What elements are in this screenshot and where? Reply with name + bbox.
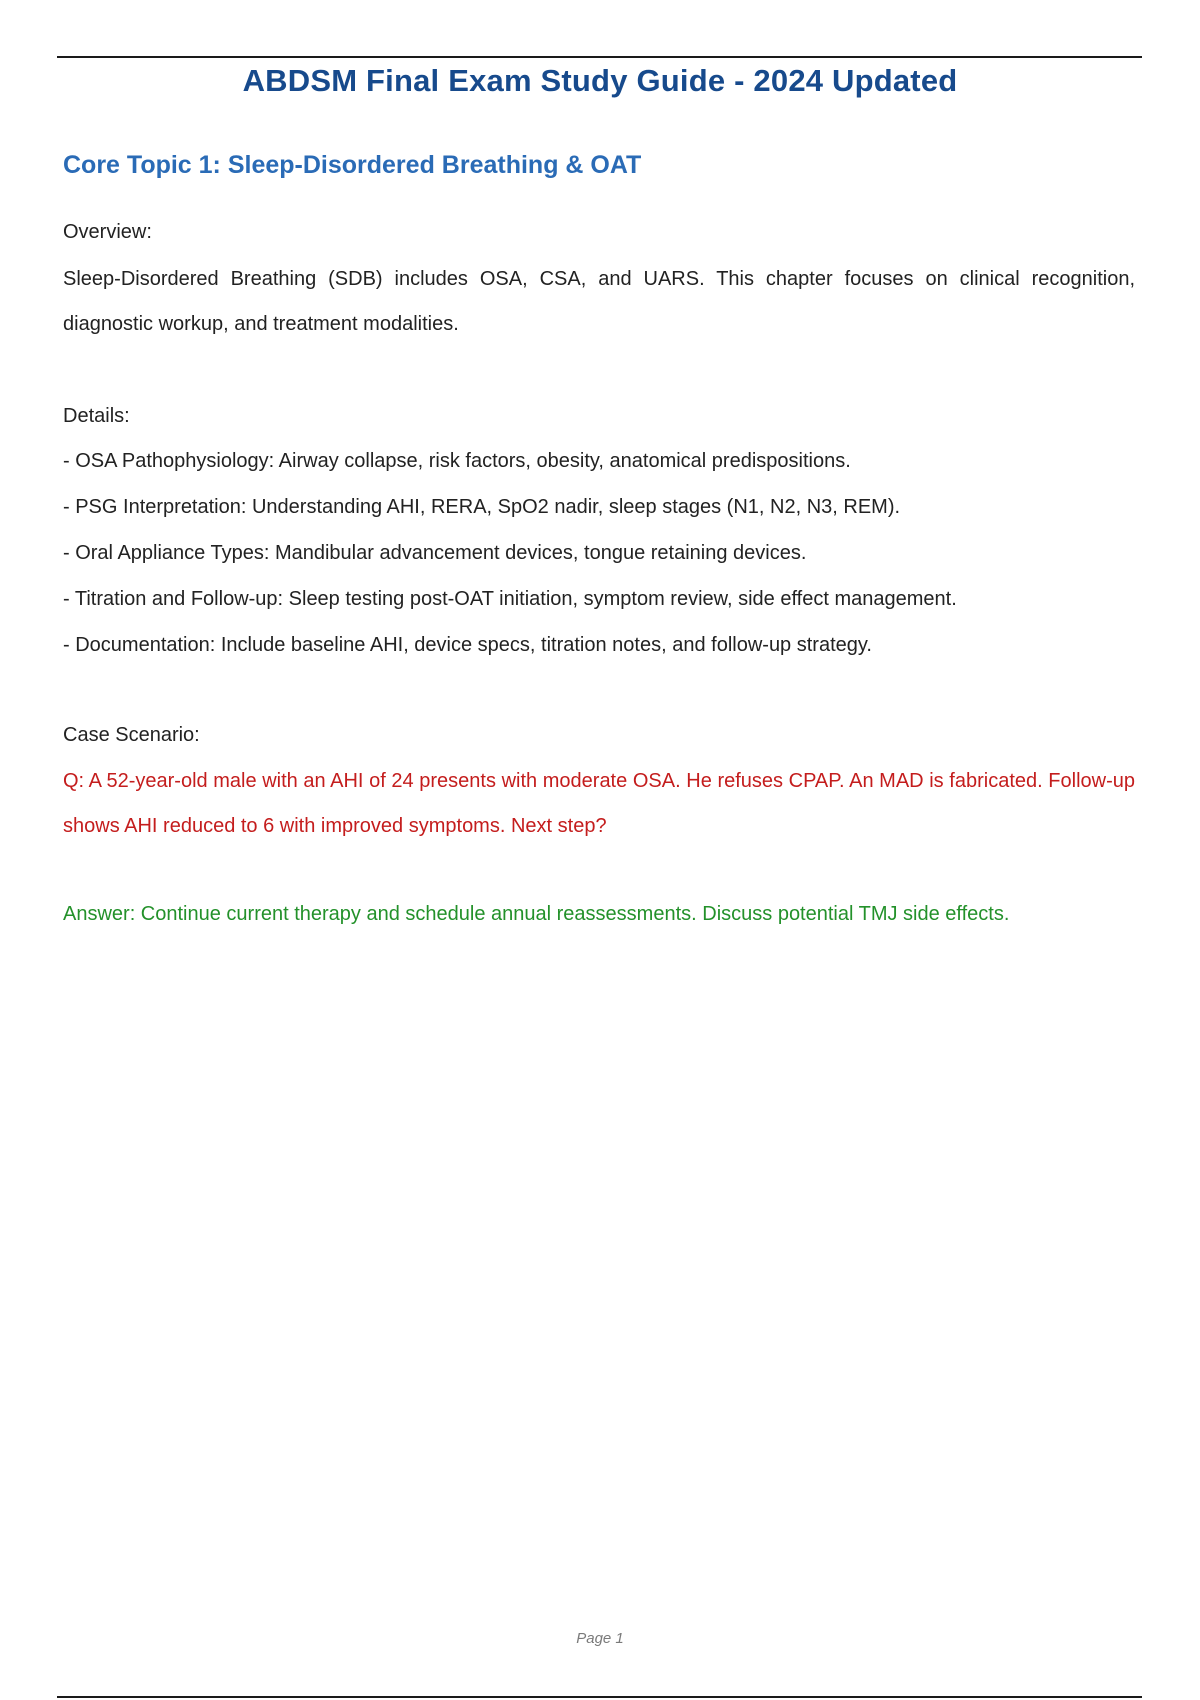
details-list-item: - Titration and Follow-up: Sleep testing post-OAT initiation, symptom review, side effect management. [63, 588, 957, 610]
document-title: ABDSM Final Exam Study Guide - 2024 Updated [242, 63, 958, 98]
overview-paragraph: Sleep-Disordered Breathing (SDB) includes OSA, CSA, and UARS. This chapter focuses on clinical recognition, diagnostic workup, and treatment modalities. [63, 268, 1135, 335]
overview-label: Overview: [63, 221, 152, 243]
case-answer: Answer: Continue current therapy and schedule annual reassessments. Discuss potential TMJ side effects. [63, 903, 1010, 925]
bottom-rule [57, 1696, 1142, 1698]
page-number: Page 1 [576, 1630, 624, 1647]
details-list-item: - Oral Appliance Types: Mandibular advancement devices, tongue retaining devices. [63, 542, 807, 564]
section-heading: Core Topic 1: Sleep-Disordered Breathing & OAT [63, 151, 642, 179]
top-rule [57, 56, 1142, 58]
details-list-item: - OSA Pathophysiology: Airway collapse, risk factors, obesity, anatomical predispositions. [63, 450, 851, 472]
details-list-item: - Documentation: Include baseline AHI, device specs, titration notes, and follow-up strategy. [63, 634, 872, 656]
case-scenario-label: Case Scenario: [63, 724, 200, 746]
details-list [63, 438, 957, 668]
details-label: Details: [63, 405, 130, 427]
details-list-item: - PSG Interpretation: Understanding AHI, RERA, SpO2 nadir, sleep stages (N1, N2, N3, REM). [63, 496, 901, 518]
case-question: Q: A 52-year-old male with an AHI of 24 presents with moderate OSA. He refuses CPAP. An MAD is fabricated. Follow-up shows AHI reduced to 6 with improved symptoms. Next step? [63, 770, 1135, 837]
